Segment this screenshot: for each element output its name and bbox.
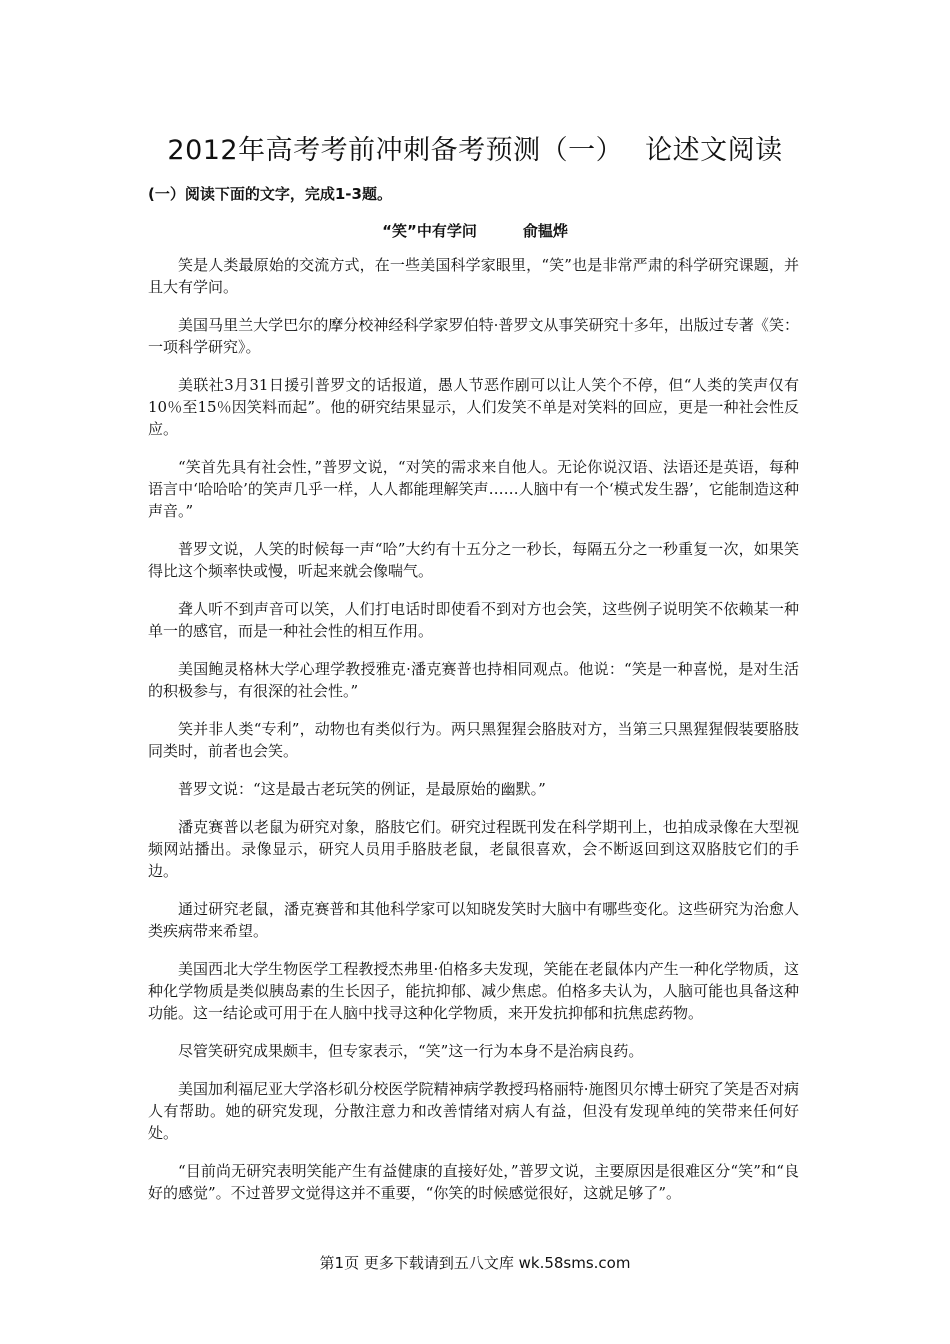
section-instruction: (一）阅读下面的文字，完成1-3题。 <box>148 185 392 203</box>
article-title: “笑”中有学问 <box>382 222 477 240</box>
page-title-main: 2012年高考考前冲刺备考预测（一） <box>167 135 624 166</box>
paragraph: “笑首先具有社会性，”普罗文说，“对笑的需求来自他人。无论你说汉语、法语还是英语，每种语言中‘哈哈哈’的笑声几乎一样，人人都能理解笑声……人脑中有一个‘模式发生器’，它能制造这种声音。” <box>148 458 799 520</box>
article-body <box>148 254 799 1220</box>
page-title <box>120 128 830 167</box>
paragraph: 美国西北大学生物医学工程教授杰弗里·伯格多夫发现，笑能在老鼠体内产生一种化学物质，这种化学物质是类似胰岛素的生长因子，能抗抑郁、减少焦虑。伯格多夫认为，人脑可能也具备这种功能。这一结论或可用于在人脑中找寻这种化学物质，来开发抗抑郁和抗焦虑药物。 <box>148 960 799 1022</box>
page-title-sub: 论述文阅读 <box>645 135 783 166</box>
paragraph: 美国鲍灵格林大学心理学教授雅克·潘克赛普也持相同观点。他说：“笑是一种喜悦，是对生活的积极参与，有很深的社会性。” <box>148 660 799 700</box>
paragraph: 普罗文说，人笑的时候每一声“哈”大约有十五分之一秒长，每隔五分之一秒重复一次，如果笑得比这个频率快或慢，听起来就会像喘气。 <box>148 540 799 580</box>
paragraph: 美国马里兰大学巴尔的摩分校神经科学家罗伯特·普罗文从事笑研究十多年，出版过专著《笑：一项科学研究》。 <box>148 316 799 356</box>
article-author: 俞韫烨 <box>522 222 568 240</box>
paragraph: 笑并非人类“专利”，动物也有类似行为。两只黑猩猩会胳肢对方，当第三只黑猩猩假装要胳肢同类时，前者也会笑。 <box>148 720 799 760</box>
article-heading <box>0 220 950 241</box>
paragraph: 美国加利福尼亚大学洛杉矶分校医学院精神病学教授玛格丽特·施图贝尔博士研究了笑是否对病人有帮助。她的研究发现，分散注意力和改善情绪对病人有益，但没有发现单纯的笑带来任何好处。 <box>148 1080 799 1142</box>
paragraph: 尽管笑研究成果颇丰，但专家表示，“笑”这一行为本身不是治病良药。 <box>178 1042 644 1060</box>
paragraph: 笑是人类最原始的交流方式，在一些美国科学家眼里，“笑”也是非常严肃的科学研究课题，并且大有学问。 <box>148 256 799 296</box>
paragraph: 聋人听不到声音可以笑，人们打电话时即使看不到对方也会笑，这些例子说明笑不依赖某一种单一的感官，而是一种社会性的相互作用。 <box>148 600 799 640</box>
paragraph: 普罗文说：“这是最古老玩笑的例证，是最原始的幽默。” <box>178 780 546 798</box>
paragraph: 美联社3月31日援引普罗文的话报道，愚人节恶作剧可以让人笑个不停，但“人类的笑声仅有10％至15％因笑料而起”。他的研究结果显示，人们发笑不单是对笑料的回应，更是一种社会性反应。 <box>148 376 799 438</box>
paragraph: 通过研究老鼠，潘克赛普和其他科学家可以知晓发笑时大脑中有哪些变化。这些研究为治愈人类疾病带来希望。 <box>148 900 799 940</box>
page-footer: 第1页 更多下载请到五八文库 wk.58sms.com <box>319 1254 631 1272</box>
paragraph: 潘克赛普以老鼠为研究对象，胳肢它们。研究过程既刊发在科学期刊上，也拍成录像在大型视频网站播出。录像显示，研究人员用手胳肢老鼠，老鼠很喜欢，会不断返回到这双胳肢它们的手边。 <box>148 818 799 880</box>
paragraph: “目前尚无研究表明笑能产生有益健康的直接好处，”普罗文说，主要原因是很难区分“笑”和“良好的感觉”。不过普罗文觉得这并不重要，“你笑的时候感觉很好，这就足够了”。 <box>148 1162 799 1202</box>
